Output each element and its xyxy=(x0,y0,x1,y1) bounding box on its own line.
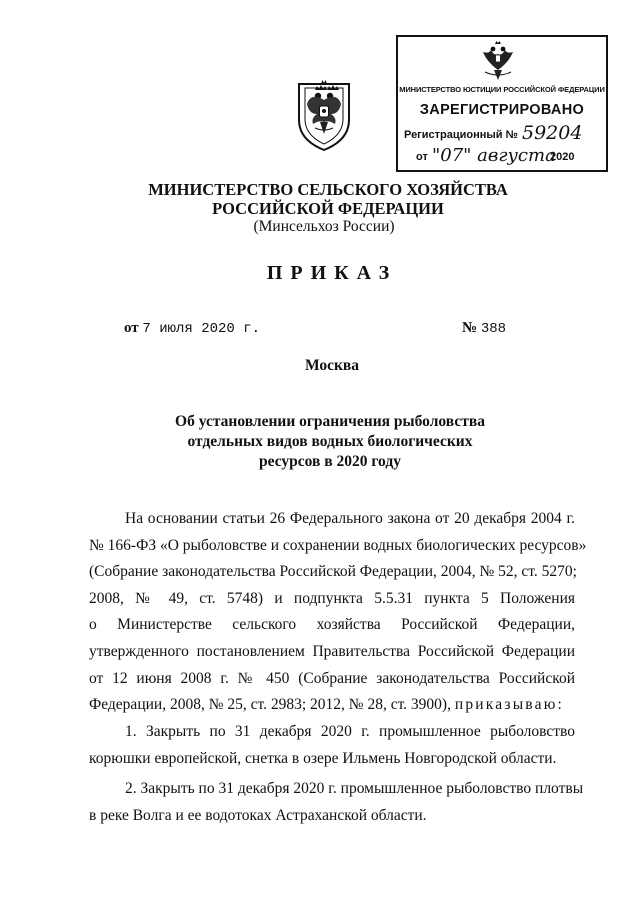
paragraph-line: (Собрание законодательства Российской Федерации, 2004, № 52, ст. 5270; xyxy=(89,563,577,581)
paragraph-line: о Министерстве сельского хозяйства Российской Федерации, xyxy=(89,616,575,634)
order-date-label: от xyxy=(124,320,139,336)
order-word: приказываю: xyxy=(454,696,564,714)
registration-stamp xyxy=(396,35,608,172)
paragraph-line: в реке Волга и ее водотоках Астраханской области. xyxy=(89,806,427,824)
paragraph-line: 2008, № 49, ст. 5748) и подпункта 5.5.31 пункта 5 Положения xyxy=(89,589,575,607)
paragraph-line: от 12 июня 2008 г. № 450 (Собрание законодательства Российской xyxy=(89,669,575,687)
title-line: ресурсов в 2020 году xyxy=(259,453,401,470)
city: Москва xyxy=(304,357,360,374)
order-item-2 xyxy=(89,776,584,829)
order-number-value: 388 xyxy=(480,321,507,337)
ministry-short-name: (Минсельхоз России) xyxy=(253,218,395,235)
ministry-name-line1: МИНИСТЕРСТВО СЕЛЬСКОГО ХОЗЯЙСТВА xyxy=(148,180,508,199)
stamp-reg-label: Регистрационный № xyxy=(404,129,518,141)
order-date xyxy=(124,320,260,337)
paragraph-line: 1. Закрыть по 31 декабря 2020 г. промышленное рыболовство xyxy=(125,723,575,740)
paragraph-line: На основании статьи 26 Федерального закона от 20 декабря 2004 г. xyxy=(125,510,575,527)
preamble-paragraph xyxy=(89,506,587,719)
coat-of-arms-emblem xyxy=(291,74,357,152)
stamp-date-year: 2020 xyxy=(550,151,575,163)
paragraph-last-line xyxy=(89,692,575,719)
order-date-value: 7 июля 2020 г. xyxy=(142,321,261,337)
stamp-reg-number: 59204 xyxy=(522,122,583,144)
ministry-name-line2: РОССИЙСКОЙ ФЕДЕРАЦИИ xyxy=(212,199,444,218)
order-number xyxy=(462,320,506,337)
stamp-registered-label: ЗАРЕГИСТРИРОВАНО xyxy=(419,102,585,118)
title-line: отдельных видов водных биологических xyxy=(187,433,473,450)
paragraph-line: № 166-ФЗ «О рыболовстве и сохранении водных биологических ресурсов» xyxy=(89,536,587,554)
title-line: Об установлении ограничения рыболовства xyxy=(175,413,485,430)
stamp-date-handwritten: "07" августа xyxy=(432,145,556,166)
stamp-date-line xyxy=(416,145,606,171)
document-title xyxy=(150,412,510,472)
paragraph-line-text: Федерации, 2008, № 25, ст. 2983; 2012, № 28, ст. 3900), xyxy=(89,696,451,714)
order-number-label: № xyxy=(462,320,478,336)
stamp-emblem-icon xyxy=(477,40,519,82)
paragraph-line: утвержденного постановлением Правительства Российской Федерации xyxy=(89,642,575,660)
paragraph-line: корюшки европейской, снетка в озере Ильмень Новгородской области. xyxy=(89,749,557,767)
stamp-date-prefix: от xyxy=(416,151,428,163)
stamp-ministry-name: МИНИСТЕРСТВО ЮСТИЦИИ РОССИЙСКОЙ ФЕДЕРАЦИИ xyxy=(399,85,605,94)
document-type: ПРИКАЗ xyxy=(266,262,398,284)
paragraph-line: 2. Закрыть по 31 декабря 2020 г. промышленное рыболовство плотвы xyxy=(125,780,584,797)
order-item-1 xyxy=(89,719,575,772)
